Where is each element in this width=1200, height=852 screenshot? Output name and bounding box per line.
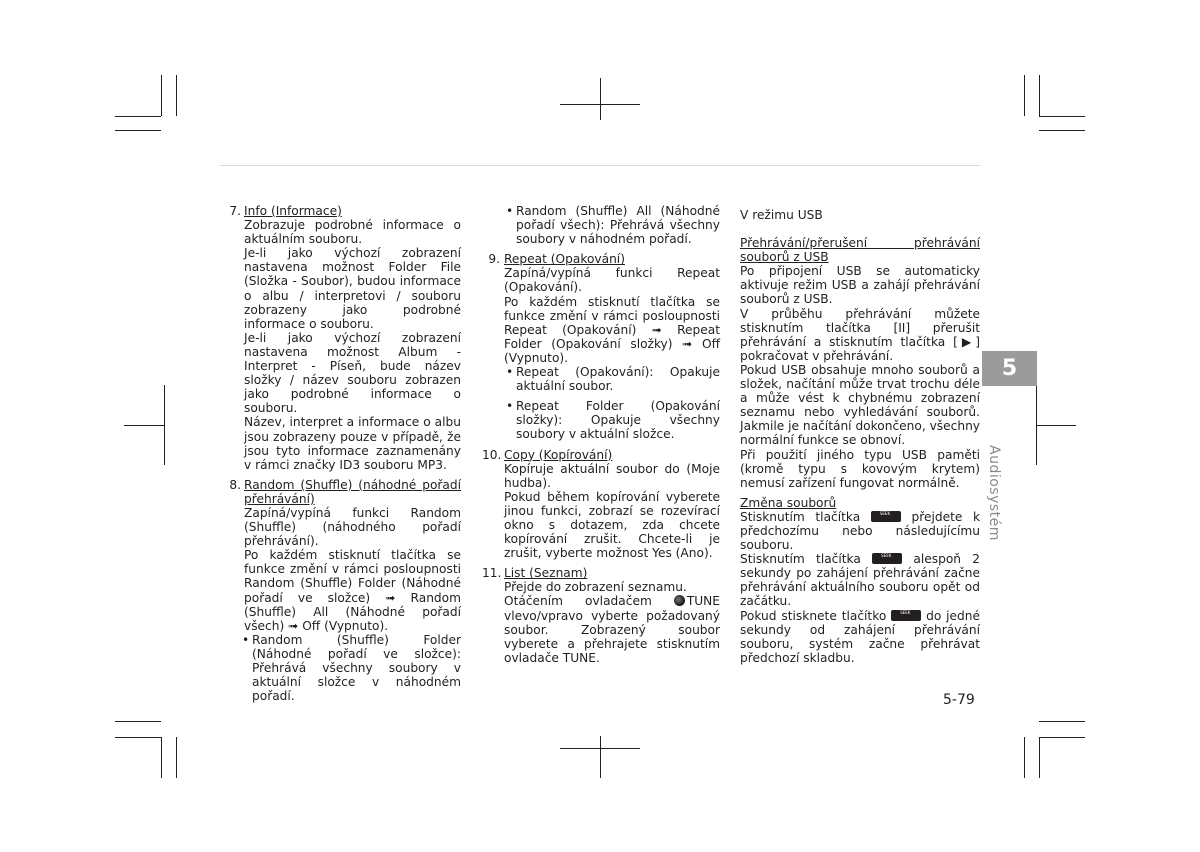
registration-mark	[600, 736, 601, 778]
registration-mark	[1036, 425, 1076, 426]
item-title: Copy (Kopírování)	[504, 447, 613, 462]
item-number: 9.	[488, 252, 500, 267]
bullet-text: Repeat (Opakování): Opakuje aktuální soubor.	[516, 365, 720, 394]
crop-mark	[1039, 737, 1085, 738]
paragraph: Při použití jiného typu USB paměti (kromě typu s kovovým krytem) nemusí zařízení fungovat normálně.	[740, 447, 980, 490]
section-heading: Přehrávání/přerušení přehrávání souborů z USB	[740, 236, 980, 265]
registration-mark	[124, 425, 164, 426]
bullet-dot: •	[506, 204, 514, 218]
crop-mark	[115, 737, 161, 738]
crop-mark	[176, 75, 177, 116]
item-number: 8.	[229, 477, 241, 492]
list-item-list	[482, 566, 720, 665]
text-fragment: do jedné sekundy od zahájení přehrávání souboru, systém začne přehrávat předchozí skladbu.	[740, 608, 981, 665]
bullet-dot: •	[242, 632, 250, 647]
page-number: 5-79	[943, 692, 975, 708]
crop-mark	[1039, 721, 1085, 722]
text-fragment: přejdete k předchozímu nebo následujícímu souboru.	[740, 509, 981, 553]
tune-knob-icon	[674, 595, 685, 606]
crop-mark	[1039, 130, 1085, 131]
text-fragment: Pokud stisknete tlačítko	[740, 608, 887, 623]
bullet-item	[504, 399, 720, 441]
paragraph: Kopíruje aktuální soubor do (Moje hudba).	[504, 461, 720, 490]
registration-mark	[560, 104, 640, 105]
crop-mark	[1039, 75, 1040, 116]
paragraph	[740, 552, 980, 608]
text-fragment: Otáčením ovladačem	[504, 594, 652, 609]
crop-mark	[115, 130, 161, 131]
mode-title: V režimu USB	[740, 208, 823, 222]
crop-mark	[176, 737, 177, 778]
registration-mark	[600, 78, 601, 120]
item-number: 10.	[482, 447, 502, 462]
item-title: Repeat (Opakování)	[504, 252, 625, 267]
paragraph: Po každém stisknutí tlačítka se funkce změní v rámci posloupnosti Repeat (Opakování) ➟ Repeat Folder (Opakování složky) ➟ Off (Vypnuto).	[504, 294, 720, 365]
item-number: 7.	[229, 204, 241, 218]
bullet-text: Random (Shuffle) All (Náhodné pořadí všech): Přehrává všechny soubory v náhodném pořadí.	[516, 204, 720, 247]
list-item-copy	[482, 448, 720, 561]
registration-mark	[560, 748, 640, 749]
paragraph	[740, 510, 980, 552]
text-fragment: alespoň 2 sekundy po zahájení přehrávání začne přehrávání aktuálního souboru opět od začátku.	[740, 552, 981, 609]
item-number: 11.	[482, 566, 502, 581]
crop-mark	[1039, 116, 1085, 117]
crop-mark	[1024, 737, 1025, 778]
bullet-text: Repeat Folder (Opakování složky): Opakuje všechny soubory v aktuální složce.	[516, 399, 720, 442]
item-title: Info (Informace)	[244, 204, 342, 218]
paragraph: Po každém stisknutí tlačítka se funkce změní v rámci posloupnosti Random (Shuffle) Folder (Náhodné pořadí ve složce) ➟ Random (Shuffle) All (Náhodné pořadí všech) ➟ Off (Vypnuto).	[244, 548, 461, 633]
bullet-item	[240, 633, 461, 703]
bullet-item	[504, 365, 720, 393]
crop-mark	[115, 721, 161, 722]
crop-mark	[161, 737, 162, 778]
paragraph: Pokud USB obsahuje mnoho souborů a složek, načítání může trvat trochu déle a může vést k chybnému zobrazení seznamu nebo vyhledávání souborů. Jakmile je načítání dokončeno, všechny normální funkce se obnoví.	[740, 362, 980, 448]
text-fragment: Stisknutím tlačítka	[740, 552, 861, 567]
paragraph: Zapíná/vypíná funkci Random (Shuffle) (náhodného pořadí přehrávání).	[244, 505, 461, 549]
registration-mark	[164, 385, 165, 465]
crop-mark	[1024, 75, 1025, 116]
list-item-info	[228, 204, 461, 472]
paragraph: Zobrazuje podrobné informace o aktuálním souboru.	[244, 218, 461, 247]
chapter-title: Audiosystém	[986, 445, 1002, 541]
chapter-tab: 5	[982, 351, 1037, 386]
paragraph: Je-li jako výchozí zobrazení nastavena možnost Album - Interpret - Píseň, bude název složky / název souboru zobrazen jako podrobné informace o souboru.	[244, 330, 461, 416]
bullet-dot: •	[506, 365, 514, 380]
header-rule	[220, 165, 980, 166]
seek-track-button-icon	[872, 553, 902, 564]
paragraph: Pokud během kopírování vyberete jinou funkci, zobrazí se rozevírací okno s dotazem, zda chcete kopírování zrušit. Chcete-li je zrušit, vyberte možnost Yes (Ano).	[504, 489, 720, 561]
section-heading: Změna souborů	[740, 495, 837, 510]
paragraph: V průběhu přehrávání můžete stisknutím tlačítka [II] přerušit přehrávání a stisknutím tlačítka [▶] pokračovat v přehrávání.	[740, 306, 980, 363]
paragraph: Přejde do zobrazení seznamu.	[504, 580, 687, 595]
text-fragment: TUNE vlevo/vpravo vyberte požadovaný soubor. Zobrazený soubor vyberete a přehrajete stisknutím ovladače TUNE.	[504, 594, 720, 665]
list-item-repeat	[482, 252, 720, 441]
crop-mark	[161, 75, 162, 116]
paragraph: Po připojení USB se automaticky aktivuje režim USB a zahájí přehrávání souborů z USB.	[740, 264, 980, 307]
paragraph: Je-li jako výchozí zobrazení nastavena možnost Folder File (Složka - Soubor), budou informace o albu / interpretovi / souboru zobrazeny jako podrobné informace o souboru.	[244, 246, 461, 331]
paragraph	[504, 594, 720, 664]
bullet-text: Random (Shuffle) Folder (Náhodné pořadí ve složce): Přehrává všechny soubory v aktuální složce v náhodném pořadí.	[252, 632, 461, 704]
seek-track-button-icon	[871, 511, 901, 522]
column-middle	[482, 204, 720, 665]
crop-mark	[1039, 737, 1040, 778]
bullet-item	[504, 204, 720, 246]
list-item-random	[228, 478, 461, 704]
column-left	[228, 204, 461, 703]
crop-mark	[115, 116, 161, 117]
seek-track-button-icon	[891, 610, 921, 621]
paragraph: Název, interpret a informace o albu jsou zobrazeny pouze v případě, že jsou tyto informace zaznamenány v rámci značky ID3 souboru MP3.	[244, 415, 461, 472]
item-title: List (Seznam)	[504, 566, 588, 581]
column-right	[740, 204, 980, 665]
paragraph: Zapíná/vypíná funkci Repeat (Opakování).	[504, 266, 720, 295]
text-fragment: Stisknutím tlačítka	[740, 509, 861, 524]
paragraph	[740, 609, 980, 665]
bullet-dot: •	[506, 399, 514, 414]
item-title: Random (Shuffle) (náhodné pořadí přehrávání)	[244, 477, 461, 506]
